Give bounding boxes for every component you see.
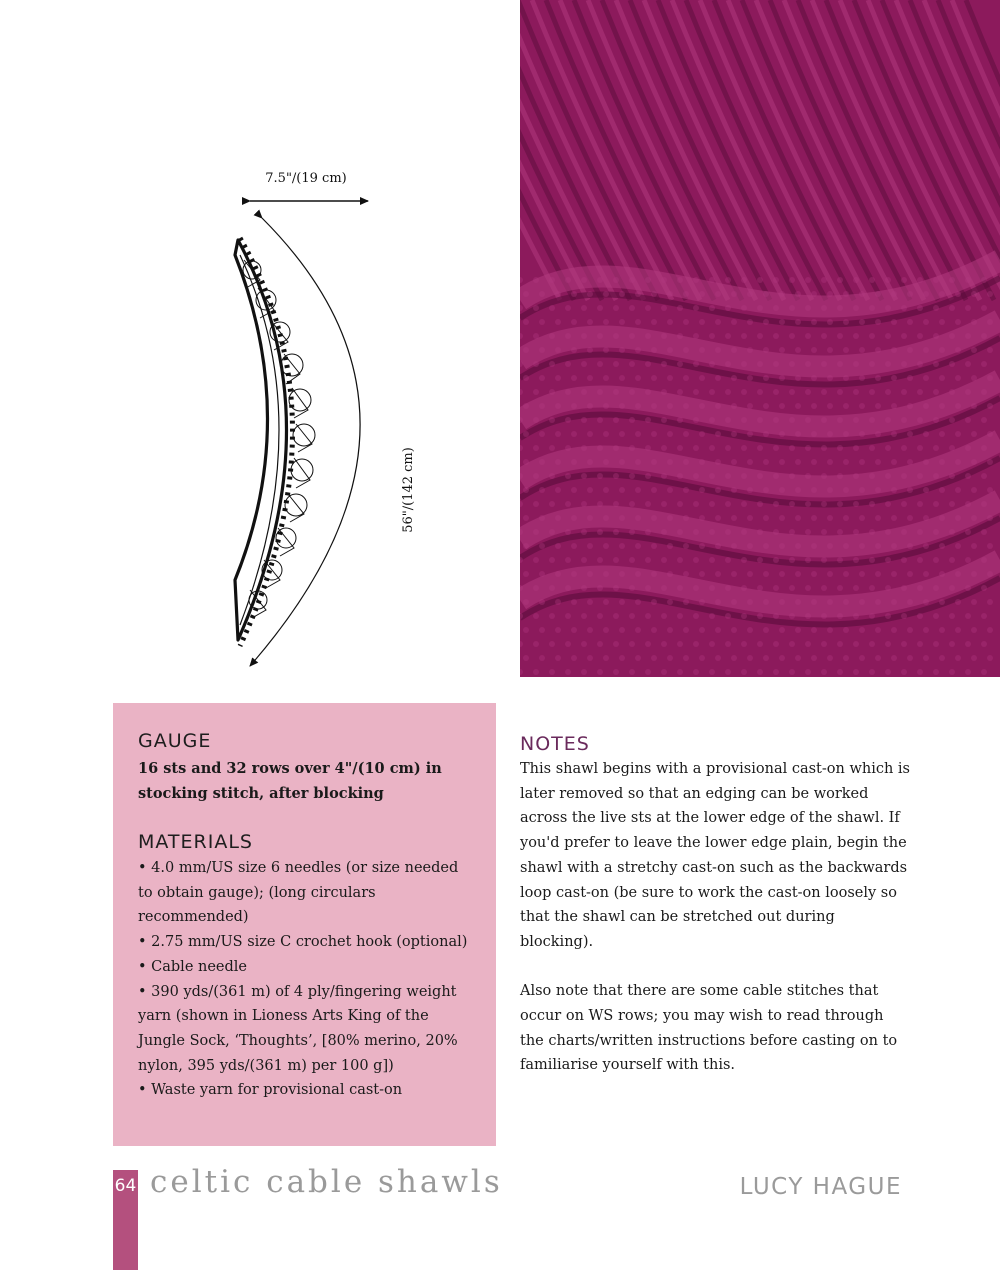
page-number: 64 xyxy=(114,1176,137,1196)
notes-paragraph: Also note that there are some cable stitches that occur on WS rows; you may wish to read through the charts/written instructions before casting on to familiarise yourself with this. xyxy=(520,983,898,1074)
width-dimension-label: 7.5"/(19 cm) xyxy=(265,171,347,186)
shawl-schematic xyxy=(200,160,440,680)
knitted-shawl-photo xyxy=(520,0,1000,677)
notes-paragraph: This shawl begins with a provisional cast-on which is later removed so that an edging can be worked across the live sts at the lower edge of the shawl. If you'd prefer to leave the lower edge plain, begin the shawl with a stretchy cast-on such as the backwards loop cast-on (be sure to work the cast-on loosely so that the shawl can be stretched out during blocking). xyxy=(520,761,910,950)
notes-heading: NOTES xyxy=(520,733,590,755)
materials-item: • 4.0 mm/US size 6 needles (or size needed to obtain gauge); (long circulars recommended) xyxy=(138,860,459,926)
gauge-materials-box xyxy=(113,703,496,1146)
materials-heading: MATERIALS xyxy=(138,831,253,853)
materials-item: • Cable needle xyxy=(138,958,248,975)
book-title: celtic cable shawls xyxy=(150,1164,503,1200)
notes-section xyxy=(520,732,910,1078)
materials-item: • 2.75 mm/US size C crochet hook (optional) xyxy=(138,934,468,951)
materials-item: • 390 yds/(361 m) of 4 ply/fingering weight yarn (shown in Lioness Arts King of the Jungle Sock, ‘Thoughts’, [80% merino, 20% nylon, 395 yds/(361 m) per 100 g]) xyxy=(138,983,458,1074)
length-dimension-label: 56"/(142 cm) xyxy=(401,447,416,533)
author-name: LUCY HAGUE xyxy=(739,1174,902,1200)
gauge-text: 16 sts and 32 rows over 4"/(10 cm) in stocking stitch, after blocking xyxy=(138,760,442,802)
gauge-heading: GAUGE xyxy=(138,730,212,752)
materials-list xyxy=(138,856,472,1103)
materials-item: • Waste yarn for provisional cast-on xyxy=(138,1082,403,1099)
